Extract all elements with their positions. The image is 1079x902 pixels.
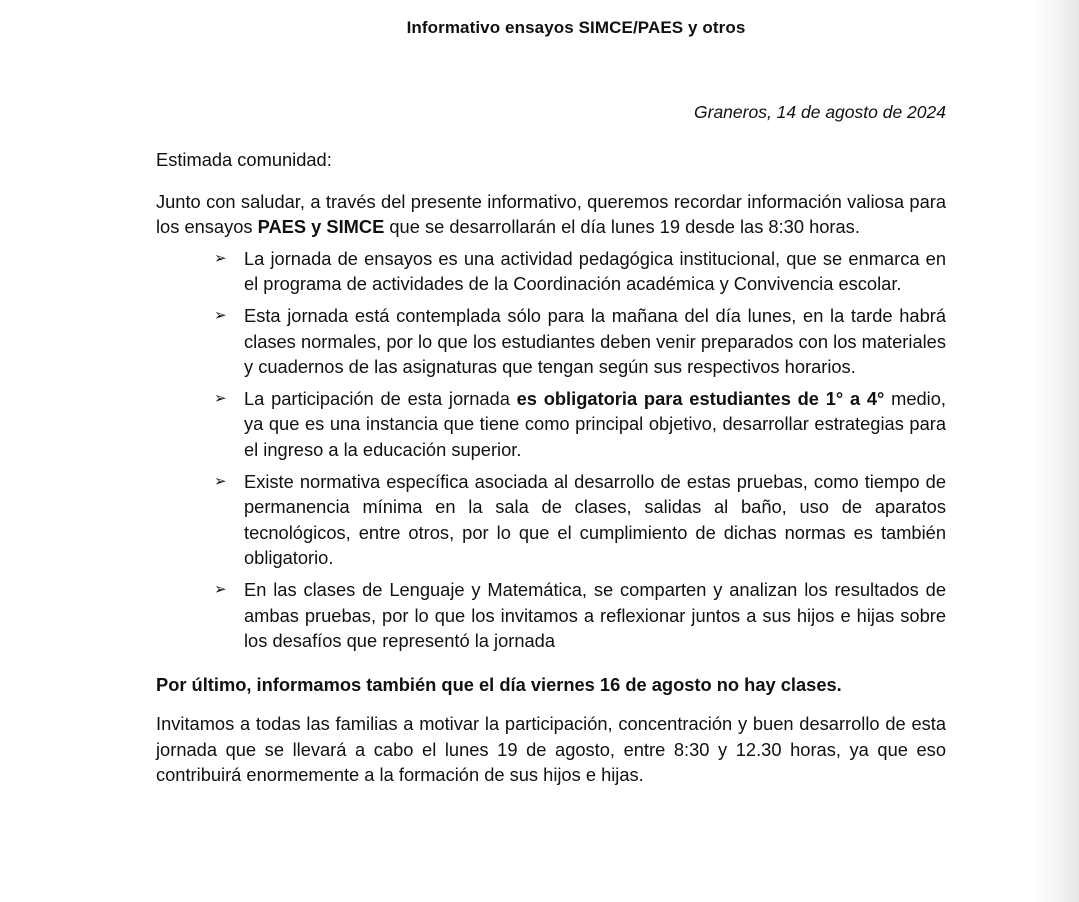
arrow-bullet-icon: ➢ [214, 471, 227, 490]
closing-paragraph: Invitamos a todas las familias a motivar la participación, concentración y buen desarrollo de esta jornada que se llevará a cabo el lunes 19 de agosto, entre 8:30 y 12.30 horas, ya que eso contribuirá enormemente a la formación de sus hijos e hijas. [156, 713, 946, 786]
arrow-bullet-icon: ➢ [214, 248, 227, 267]
intro-bold-exams: PAES y SIMCE [257, 216, 385, 238]
bullet-item-2 [156, 303, 946, 380]
bullet-item-4 [156, 469, 946, 571]
document-date: Graneros, 14 de agosto de 2024 [694, 102, 946, 122]
bullet-text-bold-mandatory: es obligatoria para estudiantes de 1° a 4° [516, 387, 885, 409]
greeting: Estimada comunidad: [156, 149, 332, 170]
bullet-text: La jornada de ensayos es una actividad pedagógica institucional, que se enmarca en el programa de actividades de la Coordinación académica y Convivencia escolar. [244, 247, 946, 295]
intro-text-part2: que se desarrollarán el día lunes 19 desde las 8:30 horas. [384, 216, 860, 238]
bullet-item-5 [156, 577, 946, 654]
bullet-text-pre: La participación de esta jornada [244, 387, 517, 409]
document-body [156, 147, 946, 788]
intro-text-part1: Junto con saludar, a través del presente informativo, queremos recordar información valiosa para los ensayos [156, 190, 946, 238]
arrow-bullet-icon: ➢ [214, 388, 227, 407]
final-note: Por último, informamos también que el día viernes 16 de agosto no hay clases. [156, 673, 842, 695]
arrow-bullet-icon: ➢ [214, 305, 227, 324]
intro-paragraph [156, 189, 946, 240]
arrow-bullet-icon: ➢ [214, 579, 227, 598]
bullet-list [156, 246, 946, 654]
bullet-text: Existe normativa específica asociada al desarrollo de estas pruebas, como tiempo de permanencia mínima en la sala de clases, salidas al baño, uso de aparatos tecnológicos, entre otros, por lo que el cumplimiento de dichas normas es también obligatorio. [244, 470, 946, 569]
bullet-text: Esta jornada está contemplada sólo para la mañana del día lunes, en la tarde habrá clases normales, por lo que los estudiantes deben venir preparados con los materiales y cuadernos de las asignaturas que tengan según sus respectivos horarios. [244, 304, 946, 378]
bullet-text-post: medio, ya que es una instancia que tiene como principal objetivo, desarrollar estrategias para el ingreso a la educación superior. [244, 387, 946, 460]
bullet-item-3 [156, 386, 946, 463]
page-edge-shadow [1033, 0, 1079, 902]
document-title: Informativo ensayos SIMCE/PAES y otros [406, 18, 746, 37]
bullet-text: En las clases de Lenguaje y Matemática, se comparten y analizan los resultados de ambas pruebas, por lo que los invitamos a reflexionar juntos a sus hijos e hijas sobre los desafíos que representó la jornada [244, 578, 946, 652]
bullet-item-1 [156, 246, 946, 297]
